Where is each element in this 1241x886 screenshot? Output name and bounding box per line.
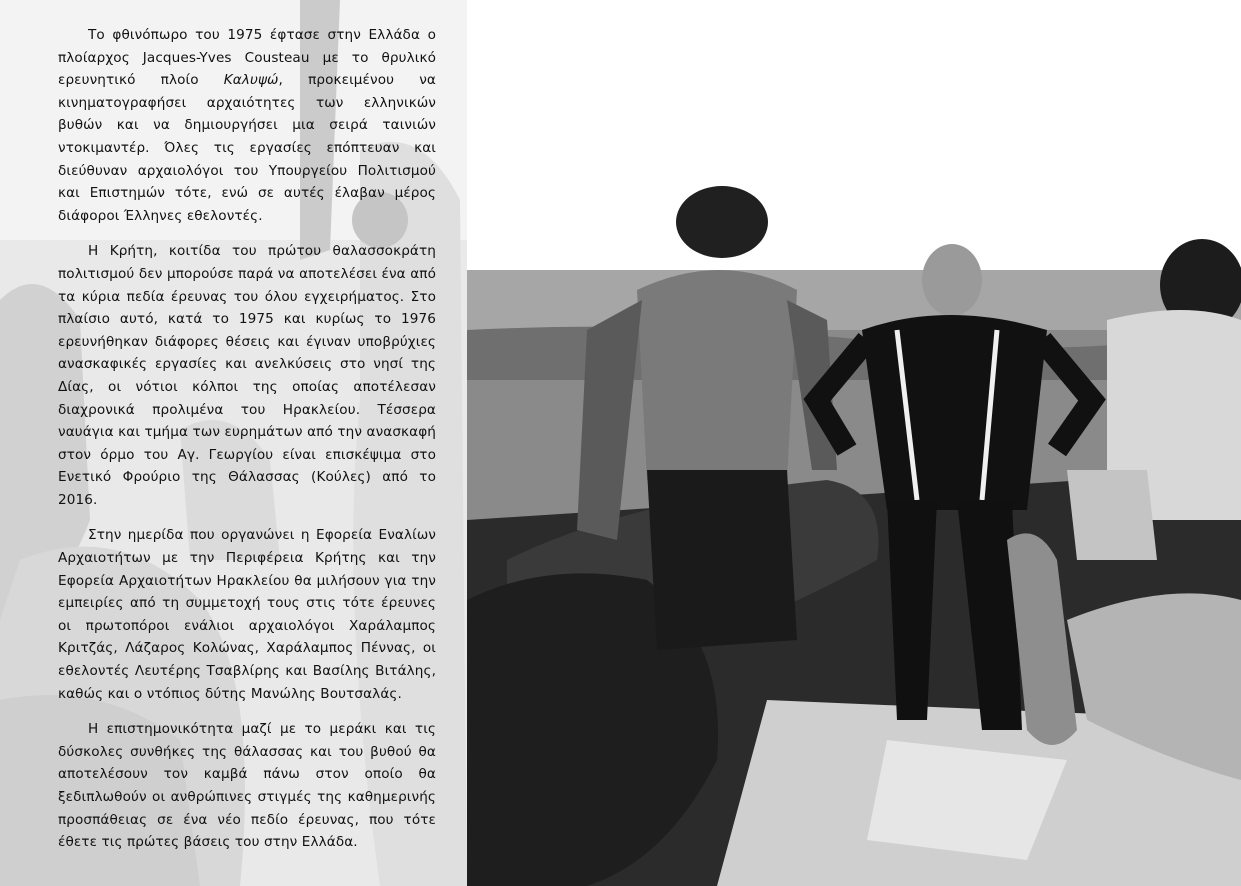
paragraph-2: Η Κρήτη, κοιτίδα του πρώτου θαλασσοκράτη πολιτισμού δεν μπορούσε παρά να αποτελέσει ένα από τα κύρια πεδία έρευνας του όλου εγχειρήματος. Στο πλαίσιο αυτό, κατά το 1975 και κυρίως το 1976 ερευνήθηκαν διάφορες θέσεις και έγιναν υποβρύχιες ανασκαφικές εργασίες και ανελκύσεις στο νησί της Δίας, οι νότιοι κόλποι της οποίας αποτέλεσαν διαχρονικά προλιμένα του Ηρακλείου. Τέσσερα ναυάγια και τμήμα των ευρημάτων από την ανασκαφή στον όρμο του Αγ. Γεωργίου είναι επισκέψιμα στο Ενετικό Φρούριο της Θάλασσας (Κούλες) από το 2016. bbox=[58, 243, 436, 508]
historic-photo-divers-with-cannon bbox=[467, 0, 1241, 886]
paragraph-3: Στην ημερίδα που οργανώνει η Εφορεία Εναλίων Αρχαιοτήτων με την Περιφέρεια Κρήτης και την Εφορεία Αρχαιοτήτων Ηρακλείου θα μιλήσουν για την εμπειρίες από τη συμμετοχή τους στις τότε έρευνες οι πρωτοπόροι ενάλιοι αρχαιολόγοι Χαράλαμπος Κριτζάς, Λάζαρος Κολώνας, Χαράλαμπος Πέννας, οι εθελοντές Λευτέρης Τσαβλίρης και Βασίλης Βιτάλης, καθώς και ο ντόπιος δύτης Μανώλης Βουτσαλάς. bbox=[58, 527, 436, 702]
ship-name-emphasis: Καλυψώ bbox=[223, 72, 279, 89]
paragraph-4: Η επιστημονικότητα μαζί με το μεράκι και τις δύσκολες συνθήκες της θάλασσας και του βυθού θα αποτελέσουν τον καμβά πάνω στον οποίο θα ξεδιπλωθούν οι ανθρώπινες στιγμές της καθημερινής προσπάθειας σε ένα νέο πεδίο έρευνας, που τότε έθετε τις πρώτες βάσεις του στην Ελλάδα. bbox=[58, 721, 436, 851]
paragraph-1 bbox=[58, 24, 436, 227]
paragraph-1-text-before: Το φθινόπωρο του 1975 έφτασε στην Ελλάδα ο πλοίαρχος Jacques-Yves Cousteau με το θρυλικό ερευνητικό πλοίο bbox=[58, 27, 436, 89]
faded-background-photo bbox=[0, 0, 467, 886]
article-text-column bbox=[58, 24, 436, 867]
paragraph-1-text-after: , προκειμένου να κινηματογραφήσει αρχαιότητες των ελληνικών βυθών και να δημιουργήσει μια σειρά ταινιών ντοκιμαντέρ. Όλες τις εργασίες επόπτευαν και διεύθυναν αρχαιολόγοι του Υπουργείου Πολιτισμού και Επιστημών τότε, ενώ σε αυτές έλαβαν μέρος διάφοροι Έλληνες εθελοντές. bbox=[58, 72, 436, 224]
photo-illustration bbox=[467, 0, 1241, 886]
